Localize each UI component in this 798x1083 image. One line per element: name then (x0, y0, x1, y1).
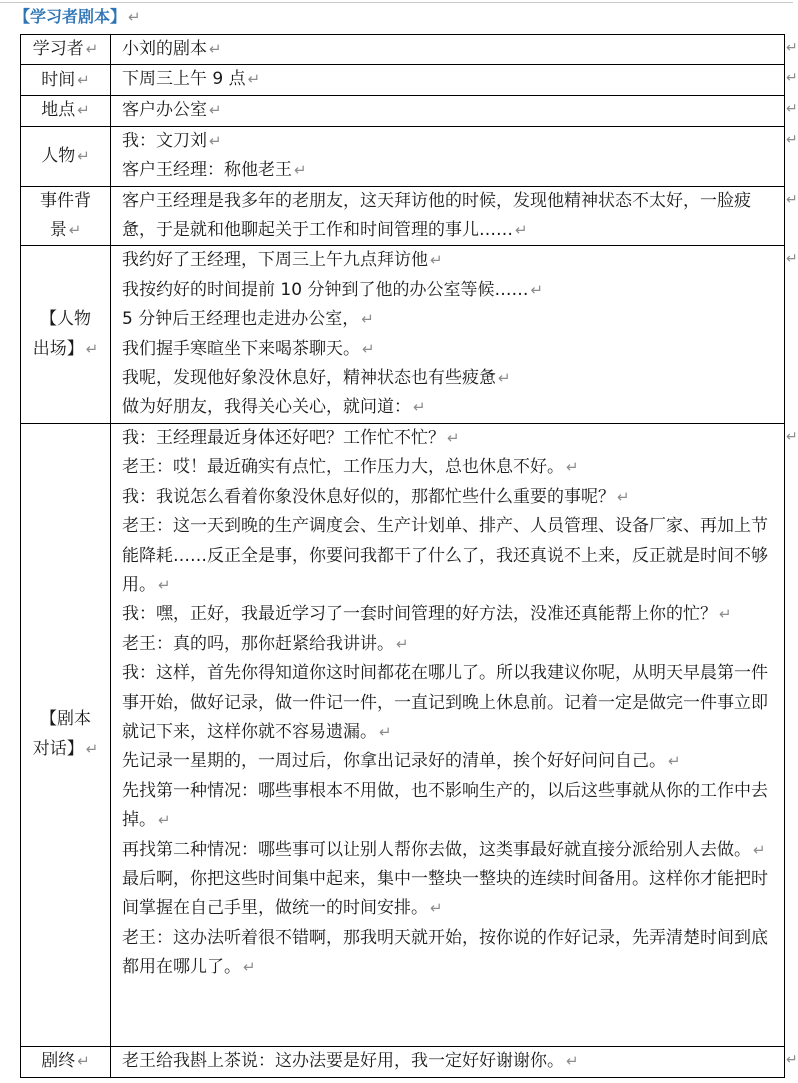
row-content-cell (111, 186, 785, 246)
row-label-cell (21, 65, 111, 96)
paragraph-mark-icon: ↵ (209, 101, 222, 120)
paragraph-mark-icon: ↵ (566, 458, 579, 477)
script-line (122, 187, 784, 246)
paragraph-mark-icon: ↵ (379, 722, 392, 741)
row-label (23, 35, 108, 64)
table-row (21, 423, 785, 1046)
script-table-body (21, 35, 785, 1078)
script-line (122, 512, 784, 600)
paragraph-mark-icon: ↵ (77, 101, 90, 120)
row-label (23, 142, 108, 171)
row-label-cell (21, 1046, 111, 1077)
row-end-mark-icon: ↵ (786, 70, 798, 86)
script-line-text: 5 分钟后王经理也走进办公室， (122, 309, 360, 330)
paragraph-mark-icon: ↵ (128, 8, 141, 26)
script-line (122, 865, 784, 924)
script-line-text: 我呢，发现他好象没休息好，精神状态也有些疲惫 (122, 368, 496, 389)
script-line (122, 600, 784, 629)
script-line-text: 小刘的剧本 (122, 39, 207, 59)
script-line (122, 305, 784, 334)
table-row (21, 186, 785, 246)
script-table (20, 34, 785, 1078)
script-line (122, 747, 784, 776)
row-label-cell (21, 96, 111, 126)
script-line-text: 我们握手寒暄坐下来喝茶聊天。 (122, 338, 360, 359)
script-line-text: 我按约好的时间提前 10 分钟到了他的办公室等候…… (122, 279, 529, 300)
row-content-cell (111, 65, 785, 96)
script-line-text: 客户王经理是我多年的老朋友，这天拜访他的时候，发现他精神状态不太好，一脸疲惫，于是就和他聊起关于工作和时间管理的事儿…… (122, 190, 751, 241)
script-line-text: 老王：这办法听着很不错啊，那我明天就开始，按你说的作好记录，先弄清楚时间到底都用在哪儿了。 (122, 927, 768, 978)
table-row (21, 65, 785, 96)
row-content-cell (111, 126, 785, 186)
paragraph-mark-icon: ↵ (209, 40, 222, 58)
paragraph-mark-icon: ↵ (158, 575, 171, 594)
script-line-text: 我：这样，首先你得知道你这时间都花在哪儿了。所以我建议你呢，从明天早晨第一件事开始，做好记录，做一件记一件，一直记到晚上休息前。记着一定是做完一件事立即就记下来，这样你就不容易遗漏。 (122, 663, 768, 742)
script-line (122, 924, 784, 983)
paragraph-mark-icon: ↵ (294, 161, 307, 180)
script-line-text: 老王：真的吗，那你赶紧给我讲讲。 (122, 633, 394, 654)
script-line (122, 335, 784, 364)
paragraph-mark-icon: ↵ (77, 1052, 90, 1071)
row-label-text: 时间 (41, 69, 76, 90)
script-line (122, 630, 784, 659)
paragraph-mark-icon: ↵ (158, 811, 171, 830)
row-end-mark-icon: ↵ (786, 429, 798, 445)
row-content-cell (111, 96, 785, 126)
script-line (122, 127, 784, 156)
table-row (21, 1046, 785, 1077)
row-label (23, 335, 108, 364)
script-line-text: 客户办公室 (122, 100, 207, 121)
row-end-mark-icon: ↵ (786, 132, 798, 148)
paragraph-mark-icon: ↵ (247, 70, 261, 89)
row-label-text: 对话】 (32, 738, 84, 759)
script-line-text: 老王：这一天到晚的生产调度会、生产计划单、排产、人员管理、设备厂家、再加上节能降耗……反正全是事，你要问我都干了什么了，我还真说不上来，反正就是时间不够用。 (122, 516, 768, 595)
row-label-text: 剧终 (41, 1051, 76, 1072)
script-line (122, 246, 784, 275)
row-label (23, 705, 108, 734)
paragraph-mark-icon: ↵ (396, 634, 409, 653)
row-label-cell (21, 126, 111, 186)
paragraph-mark-icon: ↵ (430, 899, 443, 918)
script-line-text: 我：嘿，正好，我最近学习了一套时间管理的好方法，没准还真能帮上你的忙？ (122, 604, 717, 625)
script-line-text: 先记录一星期的，一周过后，你拿出记录好的清单，挨个好好问问自己。 (122, 751, 666, 772)
row-label-text: 人物 (41, 145, 76, 166)
paragraph-mark-icon: ↵ (77, 70, 90, 89)
script-line-text: 先找第一种情况：哪些事根本不用做，也不影响生产的，以后这些事就从你的工作中去掉。 (122, 780, 768, 831)
script-line-text: 下周三上午 9 点 (122, 69, 246, 90)
script-line (122, 65, 784, 94)
row-label (23, 187, 108, 216)
paragraph-mark-icon: ↵ (85, 339, 99, 358)
script-line-text: 我约好了王经理，下周三上午九点拜访他 (122, 250, 428, 271)
table-row (21, 126, 785, 186)
script-line (122, 659, 784, 747)
paragraph-mark-icon: ↵ (413, 398, 426, 417)
row-label-text: 事件背 (40, 190, 91, 211)
table-row (21, 246, 785, 423)
script-line-text: 老王给我斟上茶说：这办法要是好用，我一定好好谢谢你。 (122, 1050, 564, 1071)
row-end-mark-icon: ↵ (786, 251, 798, 267)
paragraph-mark-icon: ↵ (498, 369, 511, 388)
row-label-cell (21, 423, 111, 1046)
row-label-cell (21, 186, 111, 246)
row-label-text: 【剧本 (40, 709, 91, 730)
script-line (122, 156, 784, 185)
script-line (122, 424, 784, 453)
script-line-text: 我：王经理最近身体还好吧？工作忙不忙？ (122, 427, 445, 448)
paragraph-mark-icon: ↵ (617, 487, 630, 506)
row-content-cell (111, 1046, 785, 1077)
script-line-text: 最后啊，你把这些时间集中起来，集中一整块一整块的连续时间备用。这样你才能把时间掌握在自己手里，做统一的时间安排。 (122, 868, 768, 919)
row-label-text: 学习者 (32, 39, 84, 59)
document-heading (14, 6, 141, 28)
script-line-text: 再找第二种情况：哪些事可以让别人帮你去做，这类事最好就直接分派给别人去做。 (122, 839, 751, 860)
row-content-cell (111, 423, 785, 1046)
script-line (122, 364, 784, 393)
paragraph-mark-icon: ↵ (668, 752, 681, 771)
table-row (21, 96, 785, 126)
paragraph-mark-icon: ↵ (361, 310, 374, 329)
script-line (122, 276, 784, 305)
page-top-border (0, 2, 793, 3)
paragraph-mark-icon: ↵ (243, 958, 256, 977)
script-line (122, 777, 784, 836)
row-content-cell (111, 35, 785, 65)
script-line (122, 483, 784, 512)
script-line-text: 客户王经理：称他老王 (122, 160, 292, 181)
paragraph-mark-icon: ↵ (77, 146, 90, 165)
row-end-mark-icon: ↵ (786, 101, 798, 117)
row-label (23, 1047, 108, 1076)
row-label (23, 216, 108, 245)
script-line (122, 35, 784, 64)
row-content-cell (111, 246, 785, 423)
paragraph-mark-icon: ↵ (85, 40, 99, 58)
paragraph-mark-icon: ↵ (719, 605, 732, 624)
script-line-text: 我：文刀刘 (122, 130, 207, 151)
row-end-mark-icon: ↵ (786, 40, 798, 56)
script-line (122, 1047, 784, 1076)
script-line (122, 96, 784, 125)
row-end-mark-icon: ↵ (786, 192, 798, 208)
row-label-text: 【人物 (40, 309, 91, 330)
paragraph-mark-icon: ↵ (68, 221, 82, 240)
row-label-text: 景 (49, 220, 67, 241)
row-label (23, 96, 108, 125)
row-label (23, 305, 108, 334)
script-line-text: 做为好朋友，我得关心关心，就问道： (122, 397, 411, 418)
script-line (122, 393, 784, 422)
paragraph-mark-icon: ↵ (753, 840, 766, 859)
script-line (122, 453, 784, 482)
table-row (21, 35, 785, 65)
paragraph-mark-icon: ↵ (209, 131, 222, 150)
paragraph-mark-icon: ↵ (515, 221, 528, 240)
paragraph-mark-icon: ↵ (530, 280, 544, 299)
row-label (23, 735, 108, 764)
script-line-text: 老王：哎！最近确实有点忙，工作压力大，总也休息不好。 (122, 457, 564, 478)
row-label-text: 出场】 (32, 338, 84, 359)
heading-text: 【学习者剧本】 (14, 7, 127, 26)
paragraph-mark-icon: ↵ (566, 1051, 579, 1070)
row-label-cell (21, 35, 111, 65)
row-label (23, 66, 108, 95)
paragraph-mark-icon: ↵ (447, 428, 460, 447)
paragraph-mark-icon: ↵ (430, 251, 443, 270)
paragraph-mark-icon: ↵ (85, 739, 99, 758)
paragraph-mark-icon: ↵ (362, 339, 375, 358)
script-line-text: 我：我说怎么看着你象没休息好似的，那都忙些什么重要的事呢？ (122, 486, 615, 507)
row-label-cell (21, 246, 111, 423)
row-end-mark-icon: ↵ (786, 1052, 798, 1068)
row-label-text: 地点 (41, 100, 76, 121)
script-line (122, 836, 784, 865)
